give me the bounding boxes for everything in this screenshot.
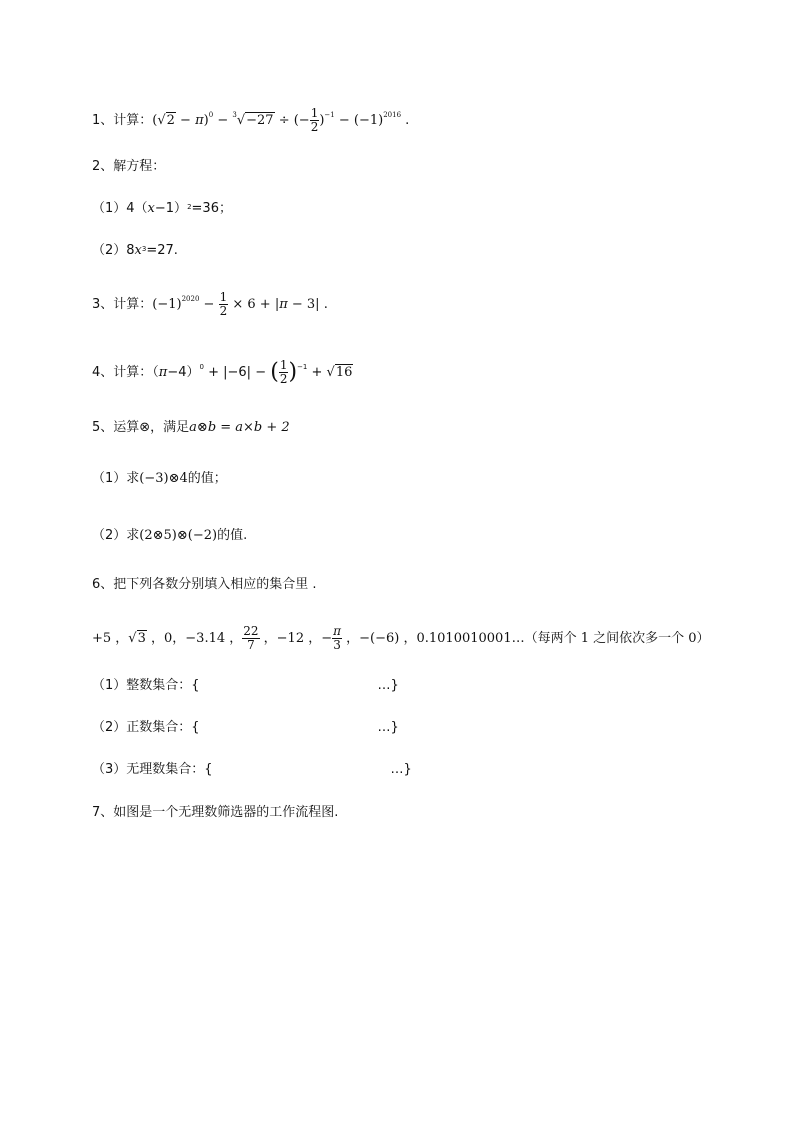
integer-set-end: …} xyxy=(377,678,399,693)
question-5-label: 5、运算⊗，满足 xyxy=(92,420,190,435)
question-4 xyxy=(92,359,353,386)
irrational-set-label: （3）无理数集合：{ xyxy=(92,762,213,777)
question-1-expression: $(√2 - \pi)^0 - ^3√-27$ ÷ (− $\frac{1}{2}$ )$^{-1} - (-1)^{2016}$ . xyxy=(152,106,410,134)
irrational-set-end: …} xyxy=(390,762,412,777)
question-4-label: 4、计算： xyxy=(92,365,153,380)
question-4-expression: $(\pi-4)^0 + |-6|$ − ( $\frac{1}{2}$ )$^{-1}$ + √16 xyxy=(152,358,353,386)
question-3 xyxy=(92,291,328,318)
question-3-expression: $(-1)^{2020}$ − $\frac{1}{2}$ × 6 + |π − 3| . xyxy=(152,290,328,318)
question-2-label: 2、解方程： xyxy=(92,159,166,174)
question-5-part-1: （1）求(−3)⊗4的值； xyxy=(92,471,227,486)
question-6-numbers: +5 ，√3 ，0，−3.14 ， $\frac{22}{7}$ ，−12 ，− $\frac{\pi}{3}$ ，−(−6) ，0.1010010001…（每两个 1 之间依次多一个 0） xyxy=(92,624,710,652)
integer-set-row xyxy=(92,676,399,696)
positive-set-row xyxy=(92,718,399,738)
question-1-label: 1、计算： xyxy=(92,113,153,128)
integer-set-label: （1）整数集合：{ xyxy=(92,678,200,693)
question-1 xyxy=(92,107,409,134)
question-3-label: 3、计算： xyxy=(92,297,153,312)
question-5-part-2: （2）求(2⊗5)⊗(−2)的值. xyxy=(92,528,248,543)
question-5 xyxy=(92,418,290,438)
question-7-label: 7、如图是一个无理数筛选器的工作流程图. xyxy=(92,805,339,820)
positive-set-label: （2）正数集合：{ xyxy=(92,720,200,735)
question-2-part-2: $(2)8x^3=27$. xyxy=(92,243,178,258)
question-2-part-1: $(1)4(x-1)^2=36$； xyxy=(92,201,232,216)
positive-set-end: …} xyxy=(377,720,399,735)
question-6-label: 6、把下列各数分别填入相应的集合里 . xyxy=(92,577,317,592)
irrational-set-row xyxy=(92,760,412,780)
question-5-rule: a⊗b = a×b + 2 xyxy=(189,420,290,435)
